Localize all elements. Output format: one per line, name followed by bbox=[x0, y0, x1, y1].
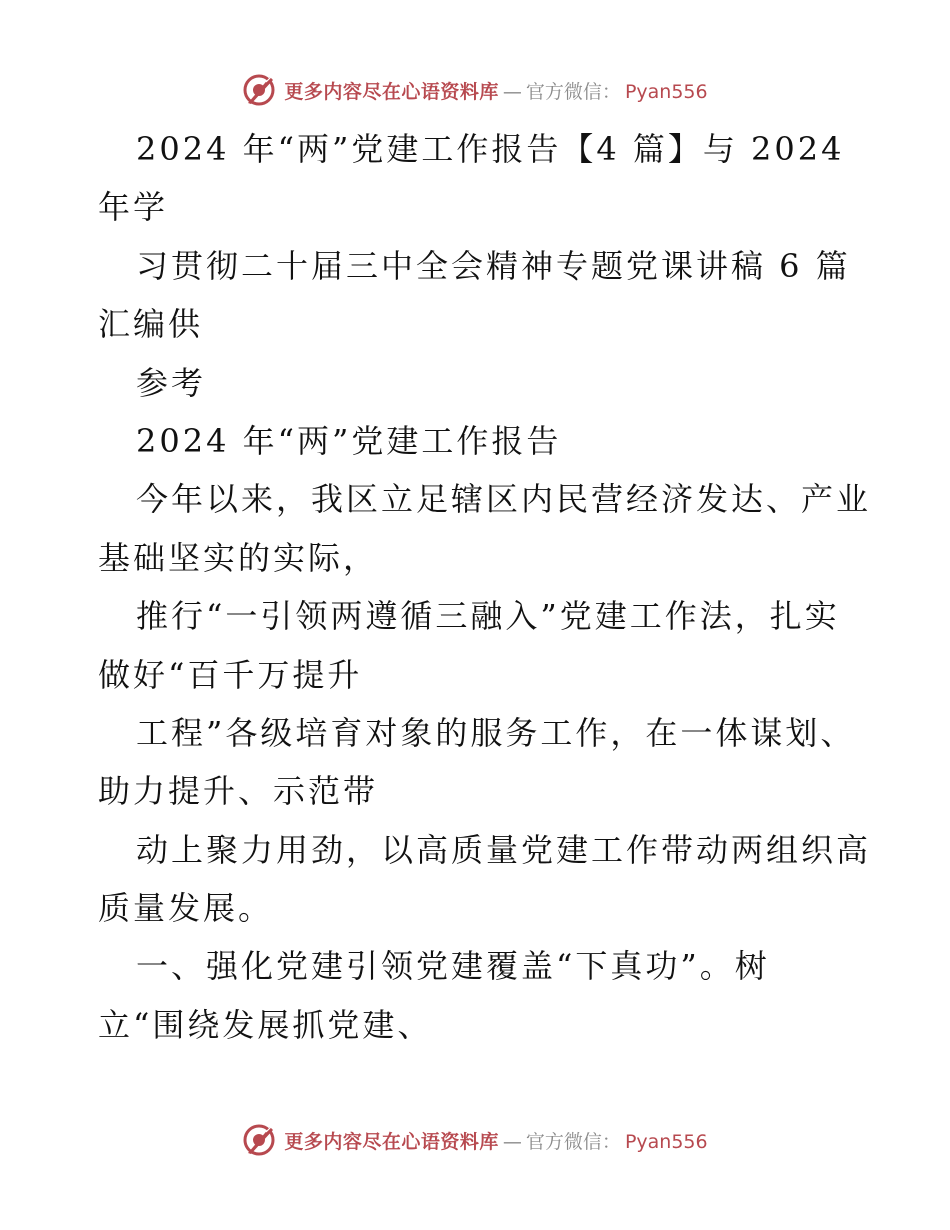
body-line: 基础坚实的实际， bbox=[98, 538, 379, 577]
body-line: 一、强化党建引领党建覆盖“下真功”。树 bbox=[136, 947, 770, 986]
body-line: 年学 bbox=[98, 188, 169, 227]
header-wechat-label: 官方微信： bbox=[525, 80, 621, 103]
footer-separator: — bbox=[502, 1130, 522, 1153]
header-separator: — bbox=[502, 80, 522, 103]
body-line: 2024 年“两”党建工作报告【4 篇】与 2024 bbox=[136, 130, 845, 168]
header-wechat-id: Pyan556 bbox=[624, 80, 708, 103]
quill-pen-logo-icon bbox=[242, 1123, 276, 1157]
footer-banner-title: 更多内容尽在心语资料库 bbox=[284, 1130, 499, 1153]
body-line: 做好“百千万提升 bbox=[98, 655, 363, 694]
body-line: 动上聚力用劲，以高质量党建工作带动两组织高 bbox=[136, 830, 872, 869]
header-banner-title: 更多内容尽在心语资料库 bbox=[284, 80, 499, 103]
body-line: 立“围绕发展抓党建、 bbox=[98, 1005, 433, 1044]
body-line: 习贯彻二十届三中全会精神专题党课讲稿 6 篇 bbox=[136, 246, 851, 285]
body-line: 汇编供 bbox=[98, 305, 204, 344]
body-line: 助力提升、示范带 bbox=[98, 772, 379, 811]
body-line: 推行“一引领两遵循三融入”党建工作法，扎实 bbox=[136, 597, 840, 636]
quill-pen-logo-icon bbox=[242, 73, 276, 107]
footer-banner-text bbox=[284, 1127, 707, 1154]
footer-banner bbox=[0, 1120, 950, 1160]
footer-wechat-label: 官方微信： bbox=[525, 1130, 621, 1153]
document-body bbox=[98, 120, 872, 1054]
header-banner bbox=[0, 70, 950, 110]
body-line: 今年以来，我区立足辖区内民营经济发达、产业 bbox=[136, 480, 872, 519]
body-line: 质量发展。 bbox=[98, 889, 274, 928]
section-title: 2024 年“两”党建工作报告 bbox=[136, 421, 562, 460]
body-line: 工程”各级培育对象的服务工作，在一体谋划、 bbox=[136, 713, 856, 752]
header-banner-text bbox=[284, 77, 707, 104]
footer-wechat-id: Pyan556 bbox=[624, 1130, 708, 1153]
body-line: 参考 bbox=[136, 363, 207, 402]
